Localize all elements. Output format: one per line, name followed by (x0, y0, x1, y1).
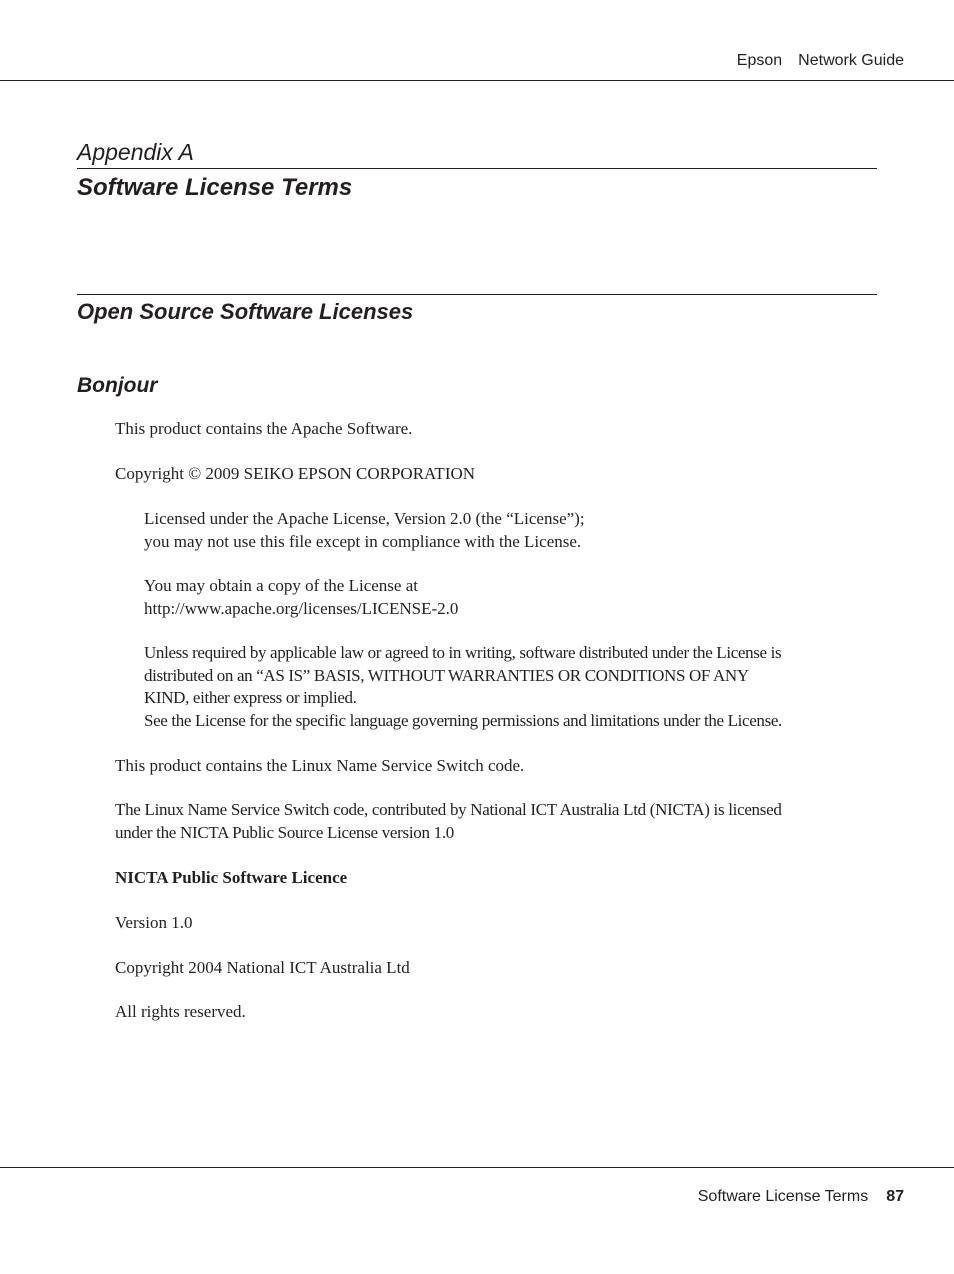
chapter-divider (77, 168, 877, 169)
paragraph-version: Version 1.0 (115, 913, 193, 932)
header-divider (0, 80, 954, 81)
license-line: you may not use this file except in compliance with the License. (144, 531, 582, 551)
subsection-title: Bonjour (77, 374, 158, 397)
paragraph-line: under the NICTA Public Source License version 1.0 (115, 822, 454, 842)
license-line: Licensed under the Apache License, Version 2.0 (the “License”); (144, 509, 585, 528)
footer-divider (0, 1167, 954, 1168)
paragraph-rights: All rights reserved. (115, 1002, 246, 1021)
license-paragraph-1 (144, 508, 884, 553)
nicta-licence-heading: NICTA Public Software Licence (115, 868, 348, 887)
license-paragraph-2 (144, 575, 884, 620)
paragraph-apache-notice: This product contains the Apache Software. (115, 419, 413, 438)
license-line: Unless required by applicable law or agreed to in writing, software distributed under the License is (144, 643, 782, 662)
header-guide-title: Network Guide (798, 52, 904, 69)
running-header (737, 50, 904, 72)
paragraph-line: The Linux Name Service Switch code, contributed by National ICT Australia Ltd (NICTA) is licensed (115, 800, 782, 819)
paragraph-copyright-epson: Copyright © 2009 SEIKO EPSON CORPORATION (115, 464, 476, 483)
license-line: You may obtain a copy of the License at (144, 576, 418, 595)
chapter-title: Software License Terms (77, 174, 353, 201)
license-paragraph-3 (144, 642, 884, 732)
paragraph-linux-nss: This product contains the Linux Name Service Switch code. (115, 756, 525, 775)
license-line: distributed on an “AS IS” BASIS, WITHOUT WARRANTIES OR CONDITIONS OF ANY (144, 665, 749, 685)
license-url: http://www.apache.org/licenses/LICENSE-2.0 (144, 598, 459, 618)
running-footer (698, 1186, 904, 1208)
page-number: 87 (886, 1188, 904, 1205)
license-line: KIND, either express or implied. (144, 688, 357, 707)
header-brand: Epson (736, 52, 783, 69)
section-title: Open Source Software Licenses (77, 299, 414, 324)
appendix-label: Appendix A (77, 139, 194, 165)
license-line: See the License for the specific language governing permissions and limitations under the License. (144, 710, 782, 730)
paragraph-copyright-nicta: Copyright 2004 National ICT Australia Ltd (115, 958, 410, 977)
footer-title: Software License Terms (697, 1188, 869, 1205)
paragraph-nicta-license (115, 799, 885, 844)
section-divider (77, 294, 877, 295)
